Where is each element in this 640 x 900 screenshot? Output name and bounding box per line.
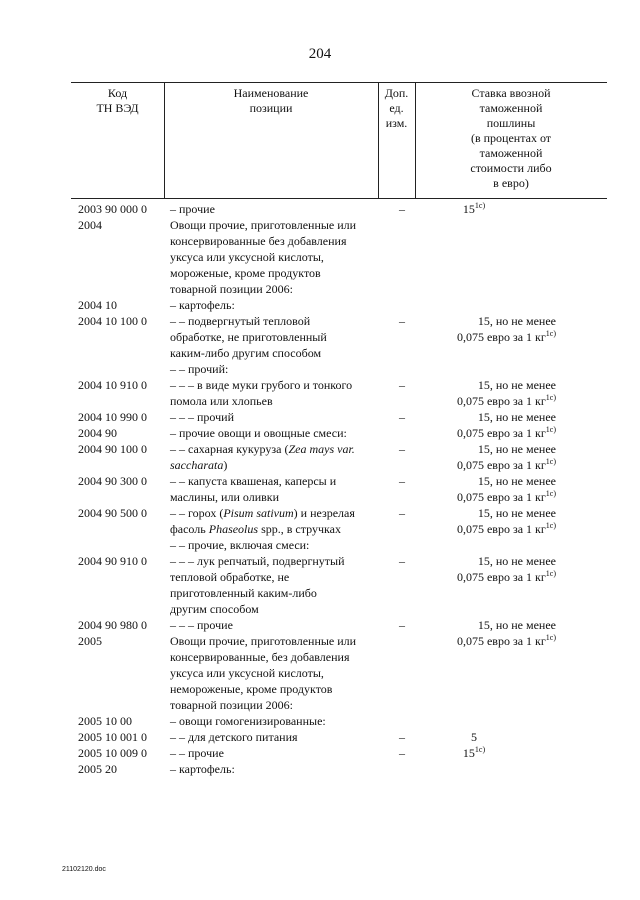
row-rate-line: 15, но не менее [477,474,556,488]
tariff-table-body [0,201,640,777]
row-rate-line: 15, но не менее [477,410,556,424]
row-name [170,409,370,425]
row-rate-line: 0,075 евро за 1 $кг^{1c)}$ [456,633,556,648]
header-code [71,86,164,116]
page-number: 204 [308,46,332,62]
row-rate-line: 15, но не менее [477,378,556,392]
row-code: 2005 10 00 [78,714,132,728]
row-name-line: приготовленный каким-либо [170,586,317,600]
table-row [0,361,640,377]
row-name-line: тепловой обработке, не [170,570,290,584]
footnote-marker: 1c) [474,201,486,210]
row-rate-line: 0,075 евро за 1 $кг^{1c)}$ [456,425,556,440]
table-row [0,425,640,441]
row-name [170,425,370,441]
footnote-marker: 1c) [545,329,556,338]
row-rate-line: 15, но не менее [477,442,556,456]
row-rate-line: 0,075 евро за 1 $кг^{1c)}$ [456,393,556,408]
row-name-line: маслины, или оливки [170,490,280,504]
row-rate-line: $15^{1c)}$ [462,745,486,760]
row-name-line: товарной позиции 2006: [170,698,293,712]
row-code: 2004 90 300 0 [78,474,147,488]
footnote-marker: 1c) [545,489,556,498]
row-name [170,761,370,777]
row-name-line: – картофель: [170,298,235,312]
table-row [0,633,640,713]
row-name [170,745,370,761]
row-unit: – [399,730,405,744]
row-name-line: Овощи прочие, приготовленные или [170,218,357,232]
row-name [170,713,370,729]
row-name-line: консервированные без добавления [170,234,347,248]
row-name [170,313,370,361]
header-code-line: ТН ВЭД [96,101,139,115]
row-rate-line: 15, но не менее [477,314,556,328]
row-name [170,473,370,505]
row-name-line: – – прочие, включая смеси: [170,538,310,552]
row-name-line: – – капуста квашеная, каперсы и [170,474,337,488]
table-row [0,745,640,761]
row-name-line: обработке, не приготовленный [170,330,327,344]
row-unit: – [399,746,405,760]
row-name-line: мороженые, кроме продуктов [170,266,321,280]
row-name-line: уксуса или уксусной кислоты, [170,666,324,680]
table-row [0,761,640,777]
row-rate [410,377,556,409]
row-rate [410,553,556,585]
row-name-line: товарной позиции 2006: [170,282,293,296]
row-rate [404,729,544,745]
row-name [170,441,370,473]
footnote-marker: 1c) [474,745,486,754]
table-row [0,505,640,537]
row-name-line: – прочие овощи и овощные смеси: [170,426,347,440]
table-row [0,217,640,297]
header-rate-line: пошлины [486,116,536,130]
row-name-line: – – прочий: [170,362,229,376]
header-rate-line: стоимости либо [470,161,552,175]
footnote-marker: 1c) [545,457,556,466]
row-name-line: консервированные, без добавления [170,650,350,664]
row-name-line: – – подвергнутый тепловой [170,314,311,328]
table-row [0,297,640,313]
header-rate-line: в евро) [493,176,529,190]
row-unit: – [399,314,405,328]
row-rate-line: $15^{1c)}$ [462,201,486,216]
table-row [0,553,640,617]
header-rate-line: таможенной [479,146,543,160]
row-code: 2004 10 910 0 [78,378,147,392]
row-rate [404,745,544,761]
row-name [170,217,370,297]
footer-filename: 21102120.doc [62,866,106,873]
header-unit-line: Доп. [384,86,409,100]
row-name [170,201,370,217]
row-code: 2004 90 [78,426,117,440]
row-rate-line: 0,075 евро за 1 $кг^{1c)}$ [456,489,556,504]
row-name-line: каким-либо другим способом [170,346,322,360]
row-code: 2004 [78,218,102,232]
row-code: 2005 20 [78,762,117,776]
row-unit: – [399,202,405,216]
row-name-line: – – – лук репчатый, подвергнутый [170,554,345,568]
header-name [164,86,378,116]
table-row [0,713,640,729]
row-name-line: – – прочие [170,746,224,760]
row-name-line: – – – прочие [170,618,233,632]
footnote-marker: 1c) [545,521,556,530]
row-name-line: – прочие [170,202,215,216]
row-code: 2005 10 001 0 [78,730,147,744]
header-rate [415,86,607,191]
row-name-line: – – для детского питания [170,730,298,744]
row-unit: – [399,378,405,392]
header-unit [378,86,415,131]
row-name [170,729,370,745]
header-unit-line: изм. [385,116,408,130]
row-name-line: – картофель: [170,762,235,776]
row-name-line: немороженые, кроме продуктов [170,682,333,696]
row-unit: – [399,410,405,424]
row-rate-line: 15, но не менее [477,618,556,632]
row-name-line: – – – прочий [170,410,234,424]
row-name [170,377,370,409]
row-rate-line: 0,075 евро за 1 $кг^{1c)}$ [456,521,556,536]
row-name [170,537,370,553]
row-name-line: – – сахарная кукуруза (Zea mays var. [170,442,355,456]
table-row [0,729,640,745]
row-name-line: другим способом [170,602,259,616]
row-rate [410,441,556,473]
header-rate-line: (в процентах от [470,131,552,145]
row-name [170,633,370,713]
row-rate [410,505,556,537]
header-name-line: позиции [249,101,293,115]
table-row [0,537,640,553]
row-rate [410,313,556,345]
header-top-rule [71,82,607,83]
table-row [0,473,640,505]
row-name-line: – овощи гомогенизированные: [170,714,326,728]
row-rate-line: 15, но не менее [477,554,556,568]
row-code: 2004 90 100 0 [78,442,147,456]
row-code: 2004 10 990 0 [78,410,147,424]
row-name-line: – – горох (Pisum sativum) и незрелая [170,506,355,520]
row-code: 2004 90 500 0 [78,506,147,520]
header-bottom-rule [71,198,607,199]
row-code: 2005 10 009 0 [78,746,147,760]
row-name-line: помола или хлопьев [170,394,273,408]
row-name-line: Овощи прочие, приготовленные или [170,634,357,648]
row-name-line: уксуса или уксусной кислоты, [170,250,324,264]
row-name [170,553,370,617]
row-unit: – [399,506,405,520]
row-rate [404,201,544,217]
table-row [0,313,640,361]
row-unit: – [399,474,405,488]
row-name-line: saccharata) [170,458,228,472]
row-code: 2004 90 980 0 [78,618,147,632]
row-rate [410,473,556,505]
row-code: 2004 10 [78,298,117,312]
row-name-line: – – – в виде муки грубого и тонкого [170,378,353,392]
row-rate-line: 0,075 евро за 1 $кг^{1c)}$ [456,329,556,344]
table-row [0,377,640,409]
row-unit: – [399,618,405,632]
row-unit: – [399,442,405,456]
footnote-marker: 1c) [545,393,556,402]
header-name-line: Наименование [233,86,309,100]
row-code: 2005 [78,634,102,648]
footnote-marker: 1c) [545,425,556,434]
row-name-line: фасоль Phaseolus spp., в стручках [170,522,341,536]
row-code: 2003 90 000 0 [78,202,147,216]
row-name [170,361,370,377]
row-name [170,505,370,537]
row-rate-line: 15, но не менее [477,506,556,520]
footnote-marker: 1c) [545,569,556,578]
row-code: 2004 90 910 0 [78,554,147,568]
header-rate-line: Ставка ввозной [471,86,551,100]
table-row [0,441,640,473]
row-rate-line: 0,075 евро за 1 $кг^{1c)}$ [456,569,556,584]
row-unit: – [399,554,405,568]
row-name [170,297,370,313]
header-code-line: Код [107,86,128,100]
row-rate-line: 0,075 евро за 1 $кг^{1c)}$ [456,457,556,472]
row-name [170,617,370,633]
footnote-marker: 1c) [545,633,556,642]
row-code: 2004 10 100 0 [78,314,147,328]
header-rate-line: таможенной [479,101,543,115]
table-row [0,201,640,217]
row-rate-line: 5 [471,730,477,744]
header-unit-line: ед. [389,101,404,115]
